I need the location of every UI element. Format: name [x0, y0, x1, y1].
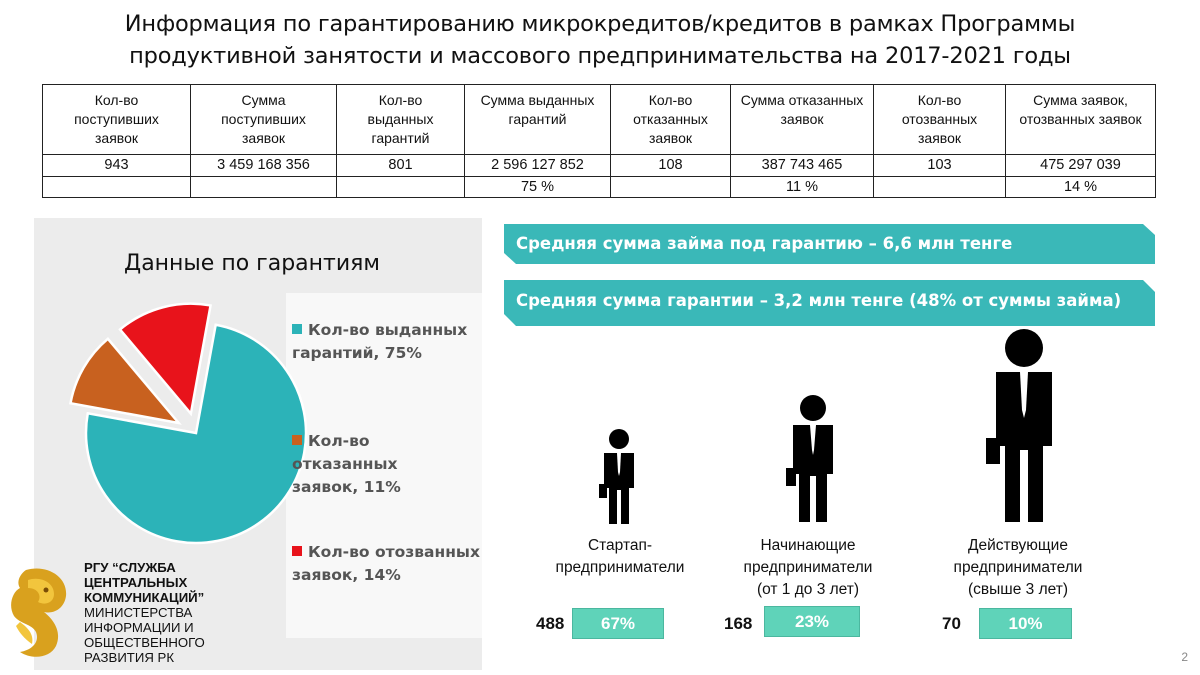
legend-item-withdrawn: [292, 541, 480, 587]
percent-cell: [337, 177, 465, 198]
pie-chart-title: Данные по гарантиям: [124, 251, 380, 276]
table-header-row: [43, 85, 1156, 155]
count-existing: 70: [942, 614, 961, 633]
organization-name: [84, 560, 205, 665]
count-startup: 488: [536, 614, 565, 633]
legend-item-rejected: [292, 430, 480, 499]
value-cell: 943: [43, 155, 191, 177]
percent-cell: [874, 177, 1006, 198]
businessman-small-icon: [598, 428, 638, 526]
org-line: КОММУНИКАЦИЙ”: [84, 590, 205, 605]
percent-box-existing: 10%: [979, 608, 1072, 639]
header-cell: Сумма выданных гарантий: [465, 85, 611, 155]
slide-title-line-2: продуктивной занятости и массового предпринимательства на 2017-2021 годы: [129, 43, 1071, 69]
legend-swatch: [292, 546, 302, 556]
header-cell: Сумма заявок, отозванных заявок: [1006, 85, 1156, 155]
percent-box-beginning: 23%: [764, 606, 860, 637]
legend-label: Кол-во выданных: [308, 321, 468, 339]
statistics-table: [42, 84, 1156, 198]
legend-label: гарантий, 75%: [292, 344, 422, 362]
value-cell: 475 297 039: [1006, 155, 1156, 177]
category-label-beginning: Начинающие предприниматели (от 1 до 3 лет): [743, 537, 873, 598]
banner-text: Средняя сумма гарантии – 3,2 млн тенге (48% от суммы займа): [516, 291, 1122, 310]
legend-label: заявок, 11%: [292, 478, 401, 496]
value-cell: 103: [874, 155, 1006, 177]
page-number: 2: [1181, 650, 1188, 664]
percent-cell: 75 %: [465, 177, 611, 198]
table-row: [43, 155, 1156, 177]
businessman-large-icon: [986, 328, 1056, 524]
legend-label: Кол-во отозванных: [308, 543, 480, 561]
category-label-existing: Действующие предприниматели (свыше 3 лет): [953, 537, 1083, 598]
value-cell: 108: [611, 155, 731, 177]
category-label-startup: Стартап- предприниматели: [555, 537, 685, 576]
count-beginning: 168: [724, 614, 753, 633]
value-cell: 2 596 127 852: [465, 155, 611, 177]
legend-label: заявок, 14%: [292, 566, 401, 584]
header-cell: Кол-во отозванных заявок: [874, 85, 1006, 155]
value-cell: 3 459 168 356: [191, 155, 337, 177]
header-cell: Кол-во поступивших заявок: [43, 85, 191, 155]
legend-item-issued: [292, 319, 480, 365]
org-line: РАЗВИТИЯ РК: [84, 650, 174, 665]
percent-cell: 14 %: [1006, 177, 1156, 198]
slide-title: [0, 8, 1200, 72]
legend-swatch: [292, 324, 302, 334]
percent-cell: [191, 177, 337, 198]
banner-text: Средняя сумма займа под гарантию – 6,6 млн тенге: [516, 234, 1013, 253]
table-row: [43, 177, 1156, 198]
lion-logo-icon: [6, 562, 78, 662]
header-cell: Сумма поступивших заявок: [191, 85, 337, 155]
legend-label: Кол-во отказанных: [292, 432, 398, 473]
header-cell: Кол-во выданных гарантий: [337, 85, 465, 155]
slide-title-line-1: Информация по гарантированию микрокредитов/кредитов в рамках Программы: [124, 11, 1076, 37]
banner-avg-loan: [504, 224, 1155, 264]
percent-cell: 11 %: [731, 177, 874, 198]
banner-avg-guarantee: [504, 280, 1155, 326]
header-cell: Сумма отказанных заявок: [731, 85, 874, 155]
org-line: ИНФОРМАЦИИ И: [84, 620, 194, 635]
org-line: ОБЩЕСТВЕННОГО: [84, 635, 205, 650]
percent-cell: [611, 177, 731, 198]
percent-cell: [43, 177, 191, 198]
org-line: ЦЕНТРАЛЬНЫХ: [84, 575, 188, 590]
value-cell: 387 743 465: [731, 155, 874, 177]
percent-box-startup: 67%: [572, 608, 664, 639]
legend-swatch: [292, 435, 302, 445]
header-cell: Кол-во отказанных заявок: [611, 85, 731, 155]
value-cell: 801: [337, 155, 465, 177]
businessman-medium-icon: [786, 394, 836, 524]
org-line: МИНИСТЕРСТВА: [84, 605, 193, 620]
org-line: РГУ “СЛУЖБА: [84, 560, 176, 575]
